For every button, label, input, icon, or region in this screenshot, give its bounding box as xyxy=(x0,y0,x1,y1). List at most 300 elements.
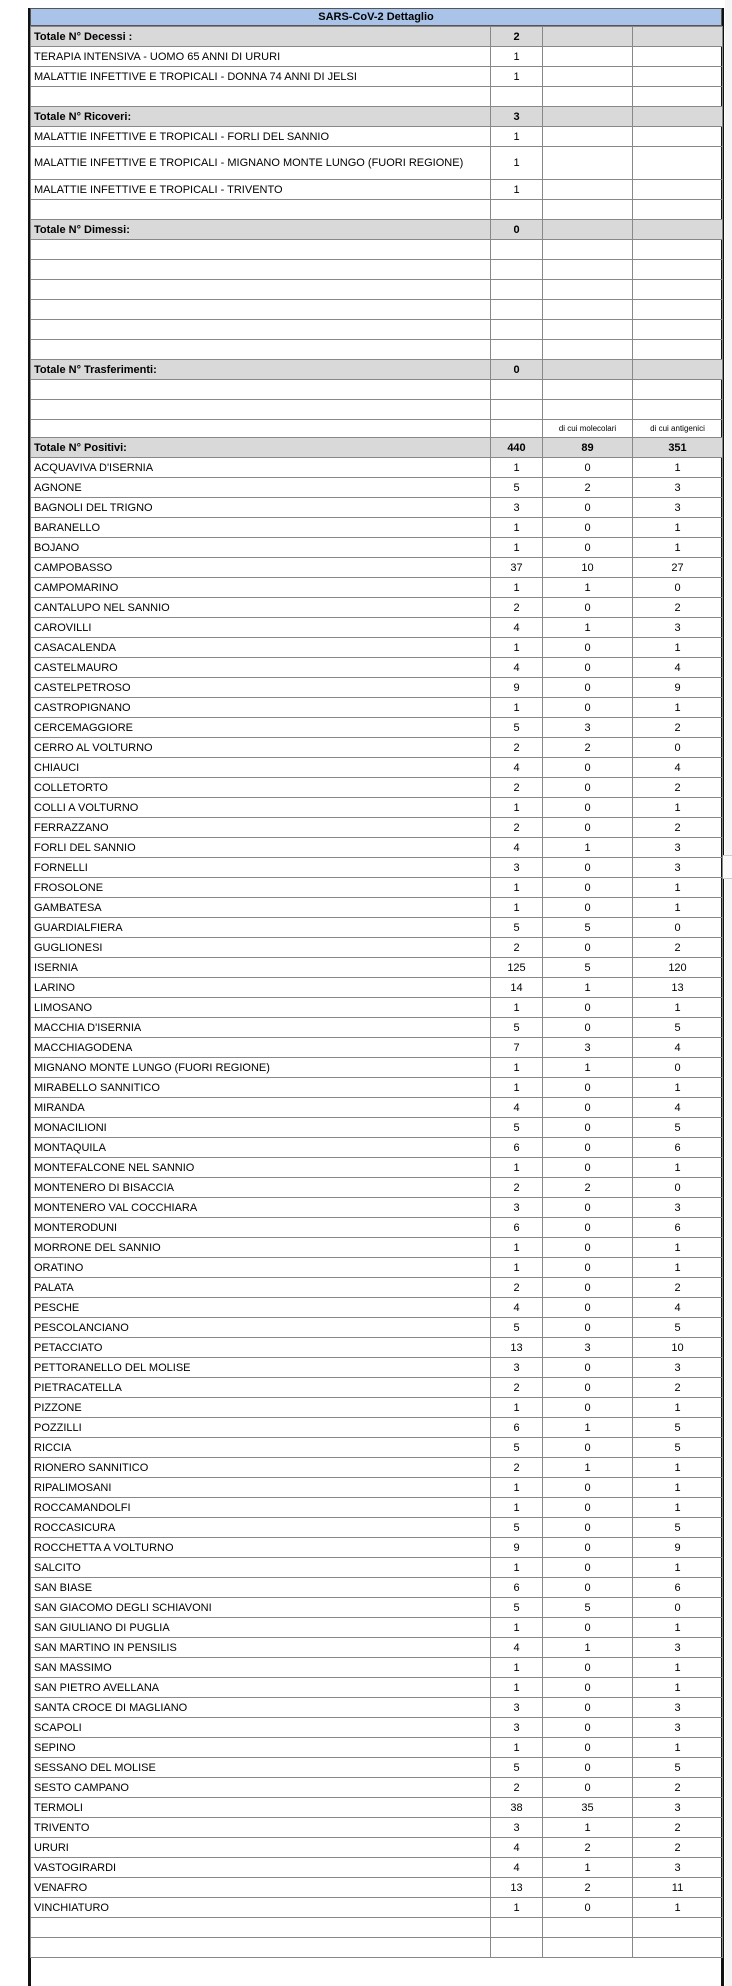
comune-antigenici[interactable]: 1 xyxy=(633,1158,723,1178)
comune-positivi[interactable]: 1 xyxy=(491,638,543,658)
comune-molecolari[interactable]: 0 xyxy=(543,638,633,658)
comune-positivi[interactable]: 1 xyxy=(491,998,543,1018)
comune-molecolari[interactable]: 0 xyxy=(543,1558,633,1578)
comune-antigenici[interactable]: 27 xyxy=(633,558,723,578)
comune-positivi[interactable]: 1 xyxy=(491,798,543,818)
empty-cell[interactable] xyxy=(543,380,633,400)
empty-cell[interactable] xyxy=(633,127,723,147)
empty-cell[interactable] xyxy=(633,67,723,87)
empty-cell[interactable] xyxy=(31,320,491,340)
comune-antigenici[interactable]: 3 xyxy=(633,838,723,858)
comune-name[interactable]: SEPINO xyxy=(31,1738,491,1758)
comune-molecolari[interactable]: 3 xyxy=(543,1338,633,1358)
comune-molecolari[interactable]: 2 xyxy=(543,1838,633,1858)
comune-name[interactable]: PESCOLANCIANO xyxy=(31,1318,491,1338)
comune-positivi[interactable]: 2 xyxy=(491,1778,543,1798)
comune-molecolari[interactable]: 3 xyxy=(543,718,633,738)
empty-cell[interactable] xyxy=(633,200,723,220)
comune-molecolari[interactable]: 0 xyxy=(543,1358,633,1378)
empty-cell[interactable] xyxy=(543,300,633,320)
comune-name[interactable]: RICCIA xyxy=(31,1438,491,1458)
comune-positivi[interactable]: 2 xyxy=(491,1178,543,1198)
comune-molecolari[interactable]: 0 xyxy=(543,1478,633,1498)
comune-molecolari[interactable]: 0 xyxy=(543,1438,633,1458)
empty-cell[interactable] xyxy=(31,300,491,320)
item-label[interactable]: TERAPIA INTENSIVA - UOMO 65 ANNI DI URURI xyxy=(31,47,491,67)
comune-positivi[interactable]: 5 xyxy=(491,478,543,498)
comune-positivi[interactable]: 1 xyxy=(491,518,543,538)
item-label[interactable]: MALATTIE INFETTIVE E TROPICALI - FORLI DEL SANNIO xyxy=(31,127,491,147)
comune-positivi[interactable]: 1 xyxy=(491,1238,543,1258)
comune-positivi[interactable]: 1 xyxy=(491,1058,543,1078)
empty-cell[interactable] xyxy=(491,260,543,280)
empty-cell[interactable] xyxy=(633,320,723,340)
empty-cell[interactable] xyxy=(491,400,543,420)
comune-positivi[interactable]: 125 xyxy=(491,958,543,978)
comune-antigenici[interactable]: 1 xyxy=(633,1238,723,1258)
comune-molecolari[interactable]: 0 xyxy=(543,1298,633,1318)
comune-molecolari[interactable]: 1 xyxy=(543,578,633,598)
comune-positivi[interactable]: 1 xyxy=(491,1738,543,1758)
comune-molecolari[interactable]: 0 xyxy=(543,1898,633,1918)
comune-molecolari[interactable]: 1 xyxy=(543,1458,633,1478)
comune-antigenici[interactable]: 2 xyxy=(633,1838,723,1858)
empty-cell[interactable] xyxy=(543,107,633,127)
comune-antigenici[interactable]: 0 xyxy=(633,1058,723,1078)
comune-name[interactable]: MONTENERO DI BISACCIA xyxy=(31,1178,491,1198)
empty-cell[interactable] xyxy=(491,300,543,320)
comune-positivi[interactable]: 7 xyxy=(491,1038,543,1058)
comune-antigenici[interactable]: 1 xyxy=(633,1458,723,1478)
comune-positivi[interactable]: 1 xyxy=(491,538,543,558)
empty-cell[interactable] xyxy=(633,180,723,200)
comune-name[interactable]: FORLI DEL SANNIO xyxy=(31,838,491,858)
comune-name[interactable]: SAN BIASE xyxy=(31,1578,491,1598)
comune-positivi[interactable]: 3 xyxy=(491,1718,543,1738)
comune-name[interactable]: VENAFRO xyxy=(31,1878,491,1898)
comune-name[interactable]: GAMBATESA xyxy=(31,898,491,918)
comune-antigenici[interactable]: 1 xyxy=(633,878,723,898)
comune-molecolari[interactable]: 0 xyxy=(543,758,633,778)
comune-name[interactable]: VASTOGIRARDI xyxy=(31,1858,491,1878)
section-total-label[interactable]: Totale N° Dimessi: xyxy=(31,220,491,240)
comune-molecolari[interactable]: 5 xyxy=(543,918,633,938)
comune-positivi[interactable]: 14 xyxy=(491,978,543,998)
empty-cell[interactable] xyxy=(633,107,723,127)
comune-molecolari[interactable]: 1 xyxy=(543,1418,633,1438)
comune-antigenici[interactable]: 1 xyxy=(633,1478,723,1498)
empty-cell[interactable] xyxy=(633,400,723,420)
section-total-value[interactable]: 3 xyxy=(491,107,543,127)
comune-antigenici[interactable]: 1 xyxy=(633,1658,723,1678)
comune-molecolari[interactable]: 0 xyxy=(543,678,633,698)
comune-molecolari[interactable]: 0 xyxy=(543,798,633,818)
positivi-total-label[interactable]: Totale N° Positivi: xyxy=(31,438,491,458)
comune-name[interactable]: CERRO AL VOLTURNO xyxy=(31,738,491,758)
comune-name[interactable]: SAN GIACOMO DEGLI SCHIAVONI xyxy=(31,1598,491,1618)
comune-molecolari[interactable]: 1 xyxy=(543,978,633,998)
comune-positivi[interactable]: 2 xyxy=(491,1458,543,1478)
comune-positivi[interactable]: 4 xyxy=(491,618,543,638)
comune-positivi[interactable]: 13 xyxy=(491,1878,543,1898)
comune-name[interactable]: CAMPOBASSO xyxy=(31,558,491,578)
empty-cell[interactable] xyxy=(31,420,491,438)
item-value[interactable]: 1 xyxy=(491,147,543,180)
comune-molecolari[interactable]: 0 xyxy=(543,698,633,718)
comune-positivi[interactable]: 6 xyxy=(491,1138,543,1158)
comune-antigenici[interactable]: 5 xyxy=(633,1118,723,1138)
comune-positivi[interactable]: 5 xyxy=(491,1758,543,1778)
comune-positivi[interactable]: 1 xyxy=(491,1618,543,1638)
comune-molecolari[interactable]: 0 xyxy=(543,778,633,798)
empty-cell[interactable] xyxy=(31,1918,491,1938)
comune-antigenici[interactable]: 2 xyxy=(633,1818,723,1838)
comune-name[interactable]: COLLI A VOLTURNO xyxy=(31,798,491,818)
comune-molecolari[interactable]: 0 xyxy=(543,1138,633,1158)
comune-molecolari[interactable]: 0 xyxy=(543,1538,633,1558)
comune-name[interactable]: SAN PIETRO AVELLANA xyxy=(31,1678,491,1698)
empty-cell[interactable] xyxy=(633,240,723,260)
comune-name[interactable]: BARANELLO xyxy=(31,518,491,538)
comune-name[interactable]: VINCHIATURO xyxy=(31,1898,491,1918)
section-total-label[interactable]: Totale N° Ricoveri: xyxy=(31,107,491,127)
comune-positivi[interactable]: 3 xyxy=(491,1198,543,1218)
comune-antigenici[interactable]: 1 xyxy=(633,1498,723,1518)
comune-antigenici[interactable]: 6 xyxy=(633,1578,723,1598)
comune-positivi[interactable]: 3 xyxy=(491,498,543,518)
comune-antigenici[interactable]: 4 xyxy=(633,1298,723,1318)
positivi-total[interactable]: 440 xyxy=(491,438,543,458)
comune-antigenici[interactable]: 1 xyxy=(633,1898,723,1918)
comune-name[interactable]: LARINO xyxy=(31,978,491,998)
empty-cell[interactable] xyxy=(543,1938,633,1958)
comune-name[interactable]: MIGNANO MONTE LUNGO (FUORI REGIONE) xyxy=(31,1058,491,1078)
comune-molecolari[interactable]: 35 xyxy=(543,1798,633,1818)
comune-name[interactable]: CASTELMAURO xyxy=(31,658,491,678)
comune-molecolari[interactable]: 2 xyxy=(543,738,633,758)
comune-name[interactable]: GUGLIONESI xyxy=(31,938,491,958)
comune-molecolari[interactable]: 0 xyxy=(543,1758,633,1778)
comune-antigenici[interactable]: 1 xyxy=(633,1558,723,1578)
subheader-molecolari[interactable]: di cui molecolari xyxy=(543,420,633,438)
comune-name[interactable]: SAN GIULIANO DI PUGLIA xyxy=(31,1618,491,1638)
comune-antigenici[interactable]: 3 xyxy=(633,1858,723,1878)
empty-cell[interactable] xyxy=(633,380,723,400)
item-value[interactable]: 1 xyxy=(491,180,543,200)
comune-name[interactable]: SANTA CROCE DI MAGLIANO xyxy=(31,1698,491,1718)
empty-cell[interactable] xyxy=(543,360,633,380)
comune-positivi[interactable]: 5 xyxy=(491,918,543,938)
empty-cell[interactable] xyxy=(491,1918,543,1938)
empty-cell[interactable] xyxy=(543,220,633,240)
empty-cell[interactable] xyxy=(491,240,543,260)
comune-antigenici[interactable]: 6 xyxy=(633,1218,723,1238)
comune-molecolari[interactable]: 0 xyxy=(543,1318,633,1338)
comune-molecolari[interactable]: 0 xyxy=(543,898,633,918)
comune-antigenici[interactable]: 0 xyxy=(633,918,723,938)
comune-positivi[interactable]: 4 xyxy=(491,1858,543,1878)
comune-antigenici[interactable]: 1 xyxy=(633,998,723,1018)
comune-antigenici[interactable]: 120 xyxy=(633,958,723,978)
empty-cell[interactable] xyxy=(31,1938,491,1958)
empty-cell[interactable] xyxy=(543,27,633,47)
comune-antigenici[interactable]: 0 xyxy=(633,1598,723,1618)
comune-name[interactable]: SESSANO DEL MOLISE xyxy=(31,1758,491,1778)
comune-molecolari[interactable]: 0 xyxy=(543,878,633,898)
comune-antigenici[interactable]: 9 xyxy=(633,1538,723,1558)
comune-molecolari[interactable]: 0 xyxy=(543,458,633,478)
comune-antigenici[interactable]: 1 xyxy=(633,518,723,538)
empty-cell[interactable] xyxy=(633,360,723,380)
comune-antigenici[interactable]: 5 xyxy=(633,1518,723,1538)
comune-positivi[interactable]: 2 xyxy=(491,1278,543,1298)
subheader-antigenici[interactable]: di cui antigenici xyxy=(633,420,723,438)
comune-name[interactable]: CAROVILLI xyxy=(31,618,491,638)
comune-name[interactable]: PESCHE xyxy=(31,1298,491,1318)
comune-molecolari[interactable]: 0 xyxy=(543,1718,633,1738)
comune-positivi[interactable]: 3 xyxy=(491,1698,543,1718)
comune-positivi[interactable]: 5 xyxy=(491,1018,543,1038)
comune-name[interactable]: MONTEFALCONE NEL SANNIO xyxy=(31,1158,491,1178)
comune-name[interactable]: RIPALIMOSANI xyxy=(31,1478,491,1498)
comune-positivi[interactable]: 1 xyxy=(491,1158,543,1178)
comune-name[interactable]: AGNONE xyxy=(31,478,491,498)
empty-cell[interactable] xyxy=(491,1938,543,1958)
empty-cell[interactable] xyxy=(633,147,723,180)
comune-molecolari[interactable]: 0 xyxy=(543,858,633,878)
comune-molecolari[interactable]: 0 xyxy=(543,1218,633,1238)
comune-positivi[interactable]: 1 xyxy=(491,898,543,918)
comune-molecolari[interactable]: 0 xyxy=(543,1158,633,1178)
empty-cell[interactable] xyxy=(31,260,491,280)
comune-molecolari[interactable]: 0 xyxy=(543,1778,633,1798)
comune-antigenici[interactable]: 11 xyxy=(633,1878,723,1898)
empty-cell[interactable] xyxy=(543,240,633,260)
empty-cell[interactable] xyxy=(543,200,633,220)
comune-molecolari[interactable]: 0 xyxy=(543,1198,633,1218)
comune-name[interactable]: FROSOLONE xyxy=(31,878,491,898)
comune-molecolari[interactable]: 1 xyxy=(543,1638,633,1658)
comune-antigenici[interactable]: 1 xyxy=(633,898,723,918)
comune-antigenici[interactable]: 3 xyxy=(633,1358,723,1378)
item-label[interactable]: MALATTIE INFETTIVE E TROPICALI - MIGNANO MONTE LUNGO (FUORI REGIONE) xyxy=(31,147,491,180)
comune-positivi[interactable]: 1 xyxy=(491,458,543,478)
comune-positivi[interactable]: 1 xyxy=(491,1678,543,1698)
positivi-total-molecolari[interactable]: 89 xyxy=(543,438,633,458)
comune-positivi[interactable]: 5 xyxy=(491,1598,543,1618)
comune-positivi[interactable]: 1 xyxy=(491,878,543,898)
scrollbar-thumb[interactable] xyxy=(722,855,732,879)
comune-name[interactable]: ACQUAVIVA D'ISERNIA xyxy=(31,458,491,478)
comune-antigenici[interactable]: 1 xyxy=(633,538,723,558)
comune-molecolari[interactable]: 0 xyxy=(543,518,633,538)
comune-name[interactable]: MONTENERO VAL COCCHIARA xyxy=(31,1198,491,1218)
comune-positivi[interactable]: 9 xyxy=(491,678,543,698)
comune-molecolari[interactable]: 0 xyxy=(543,1678,633,1698)
comune-molecolari[interactable]: 0 xyxy=(543,818,633,838)
comune-antigenici[interactable]: 2 xyxy=(633,598,723,618)
comune-positivi[interactable]: 2 xyxy=(491,818,543,838)
comune-positivi[interactable]: 1 xyxy=(491,1898,543,1918)
comune-molecolari[interactable]: 1 xyxy=(543,838,633,858)
comune-antigenici[interactable]: 2 xyxy=(633,1778,723,1798)
comune-positivi[interactable]: 3 xyxy=(491,1818,543,1838)
comune-antigenici[interactable]: 1 xyxy=(633,1398,723,1418)
empty-cell[interactable] xyxy=(491,420,543,438)
comune-name[interactable]: SCAPOLI xyxy=(31,1718,491,1738)
empty-cell[interactable] xyxy=(633,27,723,47)
comune-positivi[interactable]: 4 xyxy=(491,838,543,858)
comune-antigenici[interactable]: 1 xyxy=(633,458,723,478)
comune-positivi[interactable]: 4 xyxy=(491,1638,543,1658)
empty-cell[interactable] xyxy=(633,300,723,320)
comune-molecolari[interactable]: 0 xyxy=(543,658,633,678)
comune-antigenici[interactable]: 2 xyxy=(633,938,723,958)
empty-cell[interactable] xyxy=(543,280,633,300)
empty-cell[interactable] xyxy=(31,200,491,220)
comune-molecolari[interactable]: 0 xyxy=(543,1658,633,1678)
comune-name[interactable]: MONTAQUILA xyxy=(31,1138,491,1158)
comune-name[interactable]: BOJANO xyxy=(31,538,491,558)
comune-antigenici[interactable]: 4 xyxy=(633,658,723,678)
comune-antigenici[interactable]: 4 xyxy=(633,1098,723,1118)
comune-antigenici[interactable]: 3 xyxy=(633,618,723,638)
empty-cell[interactable] xyxy=(633,47,723,67)
comune-name[interactable]: MONTERODUNI xyxy=(31,1218,491,1238)
comune-name[interactable]: ROCCASICURA xyxy=(31,1518,491,1538)
comune-molecolari[interactable]: 0 xyxy=(543,1118,633,1138)
empty-cell[interactable] xyxy=(633,280,723,300)
item-value[interactable]: 1 xyxy=(491,127,543,147)
comune-molecolari[interactable]: 1 xyxy=(543,618,633,638)
comune-positivi[interactable]: 5 xyxy=(491,718,543,738)
comune-name[interactable]: POZZILLI xyxy=(31,1418,491,1438)
empty-cell[interactable] xyxy=(31,400,491,420)
empty-cell[interactable] xyxy=(633,260,723,280)
comune-antigenici[interactable]: 13 xyxy=(633,978,723,998)
comune-name[interactable]: SALCITO xyxy=(31,1558,491,1578)
comune-molecolari[interactable]: 2 xyxy=(543,1178,633,1198)
empty-cell[interactable] xyxy=(491,380,543,400)
empty-cell[interactable] xyxy=(31,240,491,260)
comune-positivi[interactable]: 38 xyxy=(491,1798,543,1818)
comune-positivi[interactable]: 4 xyxy=(491,658,543,678)
comune-name[interactable]: ROCCHETTA A VOLTURNO xyxy=(31,1538,491,1558)
comune-molecolari[interactable]: 5 xyxy=(543,958,633,978)
comune-name[interactable]: SAN MARTINO IN PENSILIS xyxy=(31,1638,491,1658)
comune-molecolari[interactable]: 0 xyxy=(543,938,633,958)
comune-antigenici[interactable]: 1 xyxy=(633,798,723,818)
comune-name[interactable]: MIRABELLO SANNITICO xyxy=(31,1078,491,1098)
empty-cell[interactable] xyxy=(491,87,543,107)
comune-positivi[interactable]: 1 xyxy=(491,1078,543,1098)
comune-molecolari[interactable]: 1 xyxy=(543,1058,633,1078)
comune-positivi[interactable]: 2 xyxy=(491,938,543,958)
comune-molecolari[interactable]: 0 xyxy=(543,998,633,1018)
comune-molecolari[interactable]: 5 xyxy=(543,1598,633,1618)
comune-antigenici[interactable]: 5 xyxy=(633,1418,723,1438)
empty-cell[interactable] xyxy=(633,340,723,360)
comune-name[interactable]: TERMOLI xyxy=(31,1798,491,1818)
comune-molecolari[interactable]: 1 xyxy=(543,1858,633,1878)
empty-cell[interactable] xyxy=(31,87,491,107)
comune-positivi[interactable]: 1 xyxy=(491,1258,543,1278)
comune-antigenici[interactable]: 1 xyxy=(633,1678,723,1698)
comune-name[interactable]: PIETRACATELLA xyxy=(31,1378,491,1398)
comune-antigenici[interactable]: 1 xyxy=(633,1738,723,1758)
empty-cell[interactable] xyxy=(543,87,633,107)
comune-molecolari[interactable]: 0 xyxy=(543,1278,633,1298)
comune-antigenici[interactable]: 0 xyxy=(633,738,723,758)
comune-positivi[interactable]: 1 xyxy=(491,1558,543,1578)
item-value[interactable]: 1 xyxy=(491,47,543,67)
comune-name[interactable]: CASACALENDA xyxy=(31,638,491,658)
comune-molecolari[interactable]: 0 xyxy=(543,538,633,558)
comune-antigenici[interactable]: 3 xyxy=(633,1698,723,1718)
section-total-value[interactable]: 0 xyxy=(491,220,543,240)
comune-antigenici[interactable]: 0 xyxy=(633,578,723,598)
comune-positivi[interactable]: 1 xyxy=(491,1398,543,1418)
comune-name[interactable]: TRIVENTO xyxy=(31,1818,491,1838)
comune-antigenici[interactable]: 1 xyxy=(633,1258,723,1278)
comune-name[interactable]: MACCHIAGODENA xyxy=(31,1038,491,1058)
comune-positivi[interactable]: 5 xyxy=(491,1118,543,1138)
positivi-total-antigenici[interactable]: 351 xyxy=(633,438,723,458)
comune-positivi[interactable]: 4 xyxy=(491,1298,543,1318)
empty-cell[interactable] xyxy=(633,87,723,107)
empty-cell[interactable] xyxy=(491,340,543,360)
item-label[interactable]: MALATTIE INFETTIVE E TROPICALI - TRIVENTO xyxy=(31,180,491,200)
comune-molecolari[interactable]: 0 xyxy=(543,1378,633,1398)
comune-molecolari[interactable]: 0 xyxy=(543,1398,633,1418)
comune-positivi[interactable]: 4 xyxy=(491,1838,543,1858)
empty-cell[interactable] xyxy=(543,1918,633,1938)
comune-positivi[interactable]: 5 xyxy=(491,1518,543,1538)
empty-cell[interactable] xyxy=(31,380,491,400)
comune-positivi[interactable]: 3 xyxy=(491,1358,543,1378)
comune-positivi[interactable]: 1 xyxy=(491,1498,543,1518)
comune-positivi[interactable]: 2 xyxy=(491,738,543,758)
comune-molecolari[interactable]: 0 xyxy=(543,1518,633,1538)
comune-positivi[interactable]: 6 xyxy=(491,1218,543,1238)
comune-name[interactable]: URURI xyxy=(31,1838,491,1858)
comune-positivi[interactable]: 1 xyxy=(491,578,543,598)
comune-antigenici[interactable]: 2 xyxy=(633,778,723,798)
comune-positivi[interactable]: 4 xyxy=(491,1098,543,1118)
empty-cell[interactable] xyxy=(491,200,543,220)
comune-name[interactable]: BAGNOLI DEL TRIGNO xyxy=(31,498,491,518)
comune-antigenici[interactable]: 5 xyxy=(633,1018,723,1038)
comune-name[interactable]: ROCCAMANDOLFI xyxy=(31,1498,491,1518)
comune-molecolari[interactable]: 0 xyxy=(543,1618,633,1638)
comune-antigenici[interactable]: 2 xyxy=(633,718,723,738)
comune-molecolari[interactable]: 3 xyxy=(543,1038,633,1058)
comune-positivi[interactable]: 4 xyxy=(491,758,543,778)
comune-antigenici[interactable]: 1 xyxy=(633,1078,723,1098)
comune-name[interactable]: FORNELLI xyxy=(31,858,491,878)
comune-molecolari[interactable]: 0 xyxy=(543,1098,633,1118)
comune-positivi[interactable]: 2 xyxy=(491,598,543,618)
comune-antigenici[interactable]: 1 xyxy=(633,698,723,718)
comune-molecolari[interactable]: 2 xyxy=(543,478,633,498)
comune-name[interactable]: PETTORANELLO DEL MOLISE xyxy=(31,1358,491,1378)
empty-cell[interactable] xyxy=(543,340,633,360)
comune-antigenici[interactable]: 2 xyxy=(633,1278,723,1298)
comune-positivi[interactable]: 9 xyxy=(491,1538,543,1558)
empty-cell[interactable] xyxy=(633,220,723,240)
section-total-value[interactable]: 0 xyxy=(491,360,543,380)
comune-antigenici[interactable]: 3 xyxy=(633,498,723,518)
